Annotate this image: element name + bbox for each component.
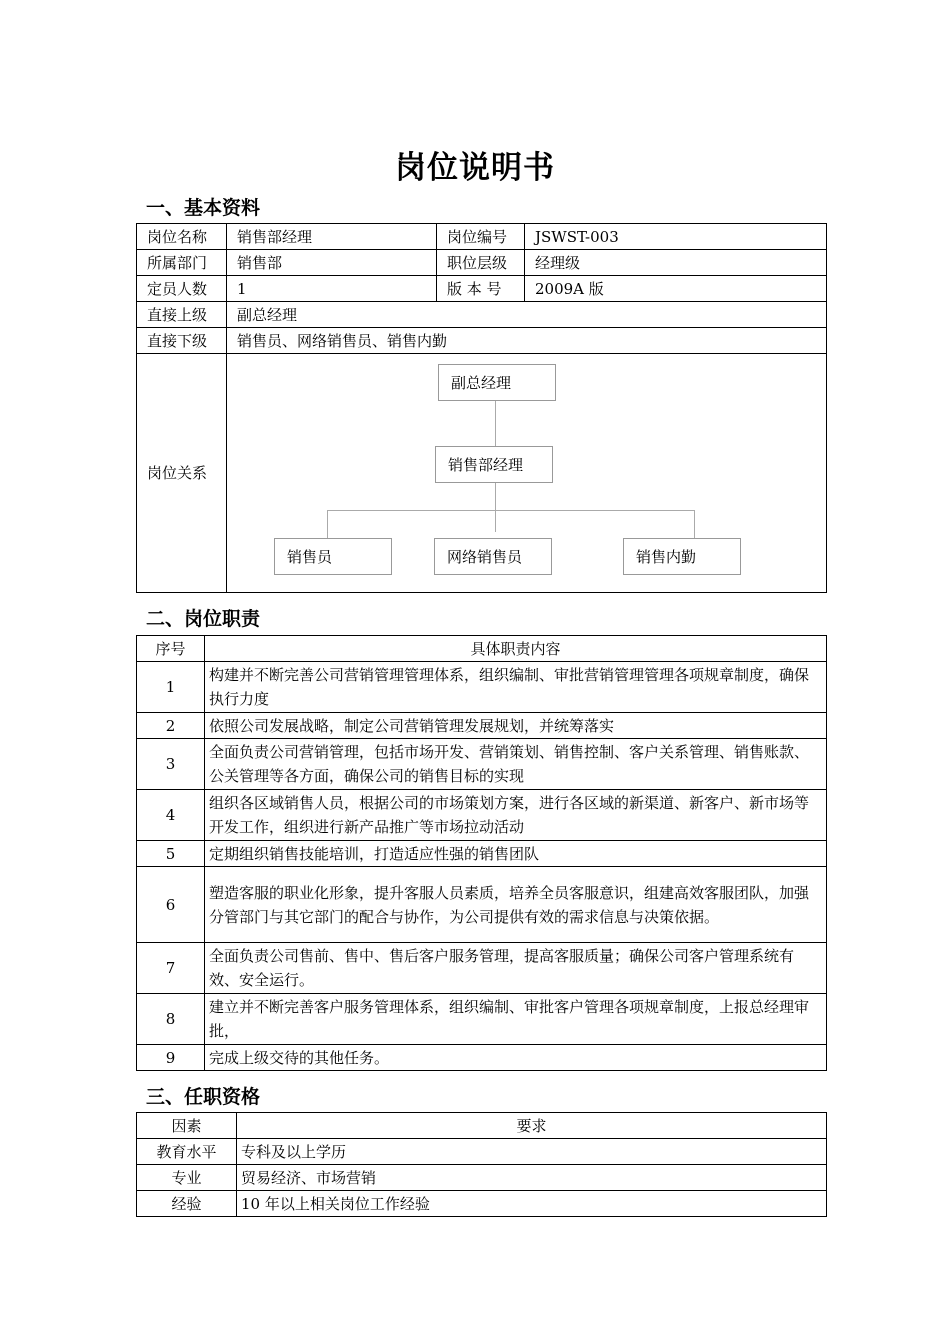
duty-text: 构建并不断完善公司营销管理管理体系，组织编制、审批营销管理管理各项规章制度，确保执行力度 bbox=[205, 662, 827, 713]
post-name-label: 岗位名称 bbox=[137, 224, 227, 250]
org-connector bbox=[495, 482, 496, 532]
duty-text: 塑造客服的职业化形象，提升客服人员素质，培养全员客服意识，组建高效客服团队，加强分管部门与其它部门的配合与协作，为公司提供有效的需求信息与决策依据。 bbox=[205, 867, 827, 943]
section-basic-heading: 一、基本资料 bbox=[146, 197, 261, 219]
qual-req: 10 年以上相关岗位工作经验 bbox=[237, 1191, 827, 1217]
subordinate-label: 直接下级 bbox=[137, 328, 227, 354]
duties-header-content: 具体职责内容 bbox=[205, 636, 827, 662]
org-connector bbox=[327, 510, 328, 538]
duty-text: 完成上级交待的其他任务。 bbox=[205, 1045, 827, 1071]
duty-text: 定期组织销售技能培训，打造适应性强的销售团队 bbox=[205, 841, 827, 867]
org-node-child: 网络销售员 bbox=[434, 538, 552, 575]
dept-label: 所属部门 bbox=[137, 250, 227, 276]
duty-no: 3 bbox=[137, 739, 205, 790]
duty-text: 全面负责公司售前、售中、售后客户服务管理，提高客服质量；确保公司客户管理系统有效、安全运行。 bbox=[205, 943, 827, 994]
org-connector bbox=[694, 510, 695, 538]
post-code-value: JSWST-003 bbox=[525, 224, 827, 250]
post-name-value: 销售部经理 bbox=[227, 224, 437, 250]
org-node-child: 销售员 bbox=[274, 538, 392, 575]
org-connector bbox=[495, 400, 496, 446]
version-label: 版 本 号 bbox=[437, 276, 525, 302]
headcount-value: 1 bbox=[227, 276, 437, 302]
duty-no: 1 bbox=[137, 662, 205, 713]
superior-label: 直接上级 bbox=[137, 302, 227, 328]
org-node-child: 销售内勤 bbox=[623, 538, 741, 575]
duty-text: 依照公司发展战略，制定公司营销管理发展规划，并统筹落实 bbox=[205, 713, 827, 739]
org-connector bbox=[327, 510, 695, 511]
dept-value: 销售部 bbox=[227, 250, 437, 276]
relation-label: 岗位关系 bbox=[137, 354, 227, 593]
org-node-middle: 销售部经理 bbox=[435, 446, 553, 483]
qual-factor: 专业 bbox=[137, 1165, 237, 1191]
basic-info-table bbox=[136, 223, 827, 593]
duty-text: 全面负责公司营销管理，包括市场开发、营销策划、销售控制、客户关系管理、销售账款、公关管理等各方面，确保公司的销售目标的实现 bbox=[205, 739, 827, 790]
level-value: 经理级 bbox=[525, 250, 827, 276]
duty-text: 组织各区域销售人员，根据公司的市场策划方案，进行各区域的新渠道、新客户、新市场等开发工作，组织进行新产品推广等市场拉动活动 bbox=[205, 790, 827, 841]
duty-no: 6 bbox=[137, 867, 205, 943]
duty-no: 5 bbox=[137, 841, 205, 867]
duties-header-no: 序号 bbox=[137, 636, 205, 662]
qual-header-factor: 因素 bbox=[137, 1113, 237, 1139]
qual-req: 专科及以上学历 bbox=[237, 1139, 827, 1165]
qual-factor: 经验 bbox=[137, 1191, 237, 1217]
org-node-top: 副总经理 bbox=[438, 364, 556, 401]
post-code-label: 岗位编号 bbox=[437, 224, 525, 250]
duty-text: 建立并不断完善客户服务管理体系，组织编制、审批客户管理各项规章制度，上报总经理审批， bbox=[205, 994, 827, 1045]
qualifications-table bbox=[136, 1112, 827, 1217]
org-chart bbox=[227, 354, 827, 593]
duty-no: 2 bbox=[137, 713, 205, 739]
qual-req: 贸易经济、市场营销 bbox=[237, 1165, 827, 1191]
level-label: 职位层级 bbox=[437, 250, 525, 276]
headcount-label: 定员人数 bbox=[137, 276, 227, 302]
duty-no: 7 bbox=[137, 943, 205, 994]
qual-factor: 教育水平 bbox=[137, 1139, 237, 1165]
section-duties-heading: 二、岗位职责 bbox=[146, 608, 261, 630]
superior-value: 副总经理 bbox=[227, 302, 827, 328]
duty-no: 8 bbox=[137, 994, 205, 1045]
duty-no: 4 bbox=[137, 790, 205, 841]
subordinate-value: 销售员、网络销售员、销售内勤 bbox=[227, 328, 827, 354]
duties-table bbox=[136, 635, 827, 1071]
duty-no: 9 bbox=[137, 1045, 205, 1071]
section-qualifications-heading: 三、任职资格 bbox=[146, 1086, 261, 1108]
page-title: 岗位说明书 bbox=[395, 150, 555, 186]
qual-header-req: 要求 bbox=[237, 1113, 827, 1139]
version-value: 2009A 版 bbox=[525, 276, 827, 302]
